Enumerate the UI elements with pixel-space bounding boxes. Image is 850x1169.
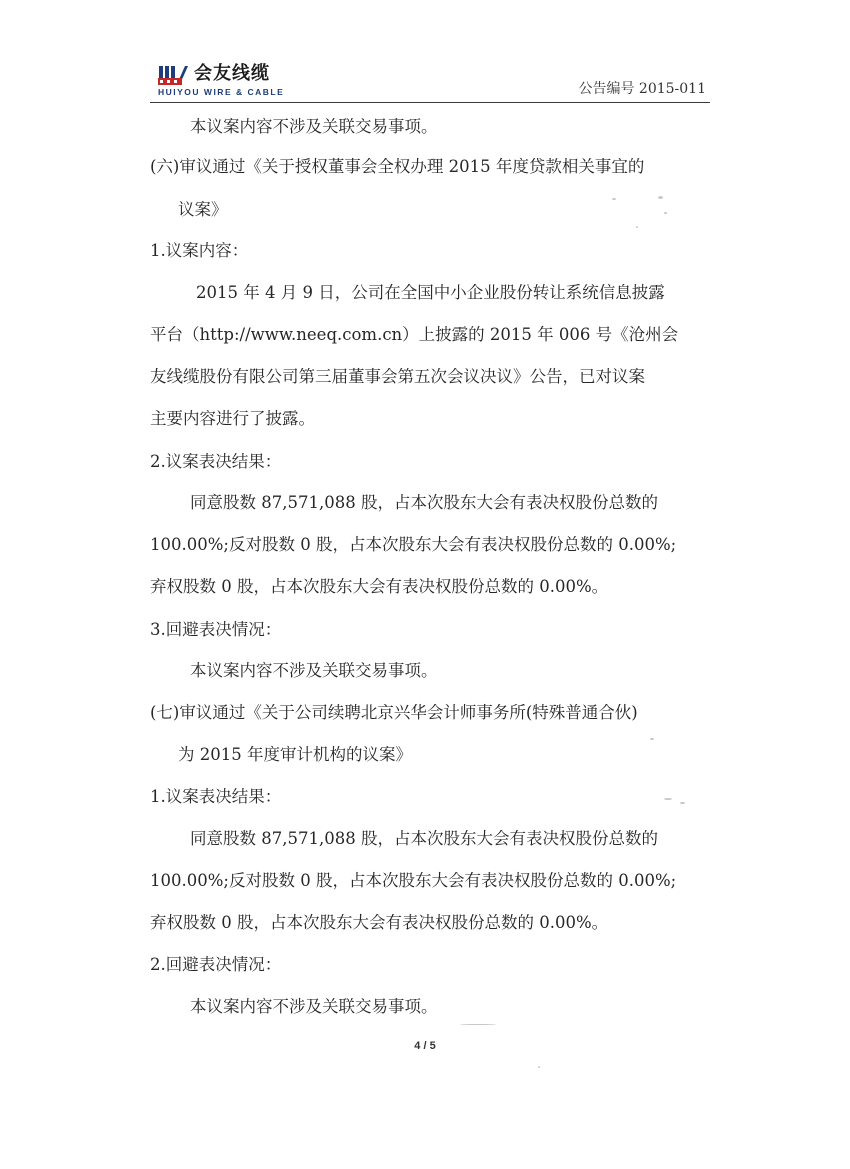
company-logo [158, 62, 358, 98]
body-line: 弃权股数 0 股，占本次股东大会有表决权股份总数的 0.00%。 [150, 577, 609, 596]
scan-speck [664, 798, 672, 800]
scan-speck [658, 196, 663, 199]
body-line: 弃权股数 0 股，占本次股东大会有表决权股份总数的 0.00%。 [150, 913, 609, 932]
body-line: 同意股数 87,571,088 股，占本次股东大会有表决权股份总数的 [190, 829, 658, 848]
section-heading-continued: 为 2015 年度审计机构的议案》 [178, 745, 412, 764]
body-line: 本议案内容不涉及关联交易事项。 [190, 117, 438, 136]
body-line: 2015 年 4 月 9 日，公司在全国中小企业股份转让系统信息披露 [196, 283, 665, 302]
announcement-number: 公告编号 2015-011 [578, 81, 706, 97]
scan-speck [538, 1066, 540, 1068]
body-line: 同意股数 87,571,088 股，占本次股东大会有表决权股份总数的 [190, 493, 658, 512]
scan-speck [680, 802, 685, 804]
body-line: 主要内容进行了披露。 [150, 409, 315, 428]
logo-mark-icon [158, 64, 188, 88]
body-line: 友线缆股份有限公司第三届董事会第五次会议决议》公告，已对议案 [150, 367, 645, 386]
subsection-heading: 2.回避表决情况： [150, 955, 282, 974]
section-heading: (七)审议通过《关于公司续聘北京兴华会计师事务所(特殊普通合伙) [150, 703, 638, 722]
subsection-heading: 3.回避表决情况： [150, 620, 282, 639]
body-line: 100.00%;反对股数 0 股，占本次股东大会有表决权股份总数的 0.00%; [150, 871, 677, 890]
subsection-heading: 2.议案表决结果： [150, 452, 282, 471]
scan-speck [460, 1024, 496, 1025]
scan-speck [650, 738, 654, 740]
body-line: 100.00%;反对股数 0 股，占本次股东大会有表决权股份总数的 0.00%; [150, 535, 677, 554]
subsection-heading: 1.议案内容： [150, 241, 249, 260]
section-heading: (六)审议通过《关于授权董事会全权办理 2015 年度贷款相关事宜的 [150, 157, 645, 176]
body-line: 本议案内容不涉及关联交易事项。 [190, 997, 438, 1016]
logo-english-name: HUIYOU WIRE & CABLE [158, 87, 285, 97]
scan-speck [636, 226, 638, 228]
body-line: 本议案内容不涉及关联交易事项。 [190, 661, 438, 680]
page-number: 4 / 5 [414, 1040, 436, 1052]
page-header [150, 58, 710, 103]
subsection-heading: 1.议案表决结果： [150, 787, 282, 806]
scan-speck [612, 198, 616, 200]
section-heading-continued: 议案》 [178, 200, 228, 219]
scan-speck [664, 212, 667, 214]
logo-chinese-name: 会友线缆 [194, 63, 270, 84]
body-line: 平台（http://www.neeq.com.cn）上披露的 2015 年 006 号《沧州会 [150, 325, 679, 344]
